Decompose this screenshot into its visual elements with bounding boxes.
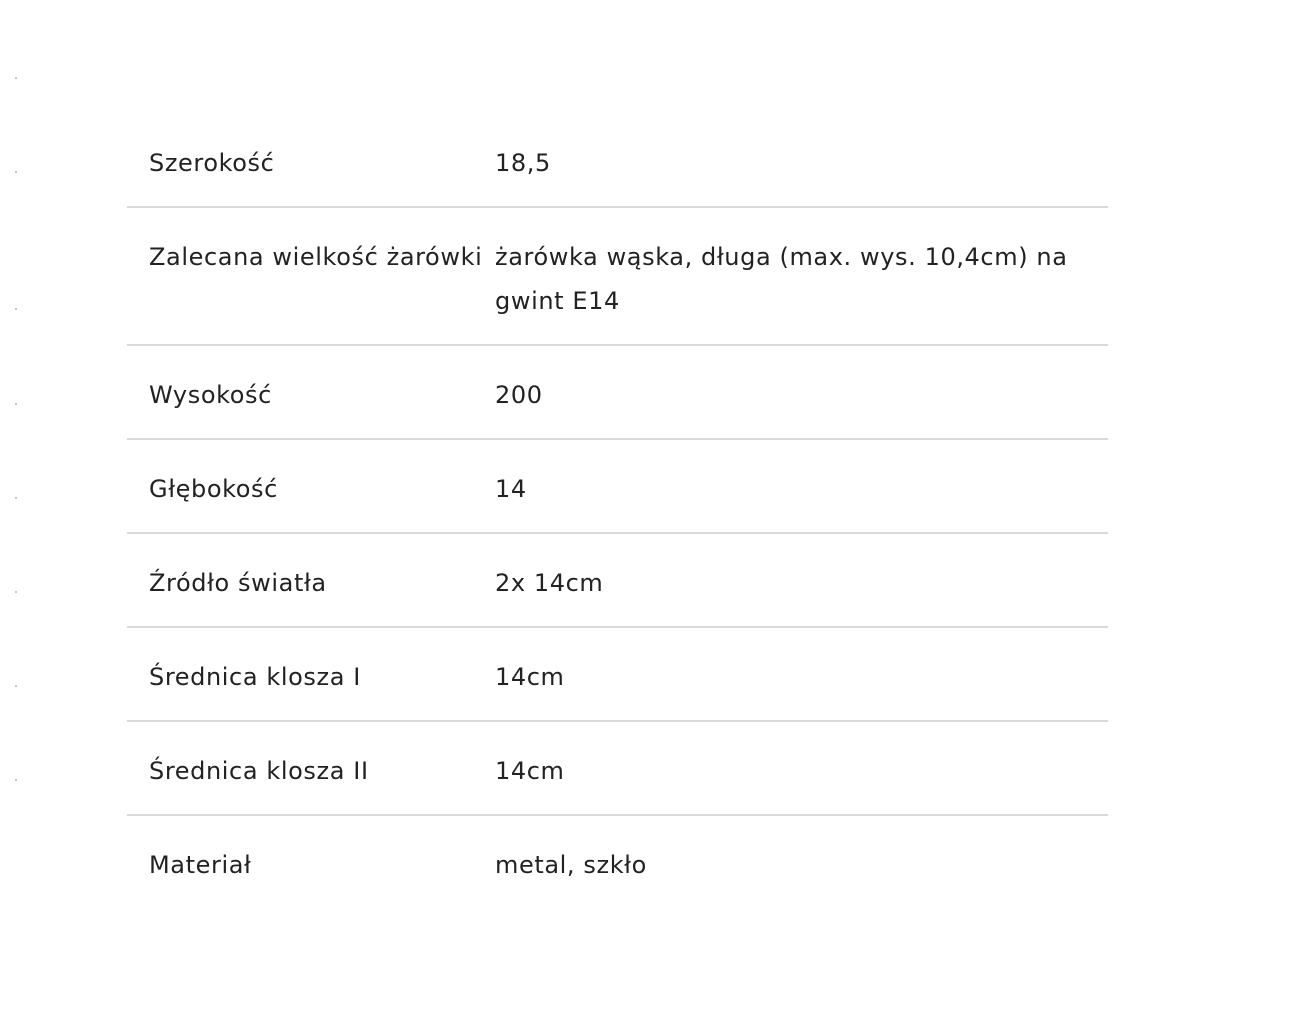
edge-dot	[15, 685, 17, 687]
spec-label: Szerokość	[149, 149, 275, 177]
spec-row-light-source	[127, 534, 1108, 628]
spec-label: Wysokość	[149, 381, 272, 409]
spec-label: Głębokość	[149, 475, 278, 503]
spec-row-material	[127, 816, 1108, 910]
edge-dot	[15, 403, 17, 405]
spec-value: 18,5	[495, 149, 551, 177]
spec-row-shade-diameter-2	[127, 722, 1108, 816]
spec-row-depth	[127, 440, 1108, 534]
spec-label: Materiał	[149, 851, 252, 879]
edge-dot	[15, 497, 17, 499]
edge-dot	[15, 308, 17, 310]
edge-dot	[15, 171, 17, 173]
spec-row-height	[127, 346, 1108, 440]
spec-value: 200	[495, 381, 543, 409]
spec-value: 14cm	[495, 757, 565, 785]
spec-value: metal, szkło	[495, 851, 647, 879]
spec-value: 14	[495, 475, 527, 503]
edge-dot	[15, 779, 17, 781]
spec-value: 2x 14cm	[495, 569, 604, 597]
spec-row-width	[127, 114, 1108, 208]
spec-label: Źródło światła	[149, 569, 327, 597]
spec-value: żarówka wąska, długa (max. wys. 10,4cm) na gwint E14	[495, 243, 1068, 315]
spec-label: Średnica klosza I	[149, 663, 361, 691]
spec-row-shade-diameter-1	[127, 628, 1108, 722]
spec-row-bulb-size	[127, 208, 1108, 346]
spec-label: Zalecana wielkość żarówki	[149, 243, 483, 271]
edge-dot	[15, 591, 17, 593]
edge-dot	[15, 77, 17, 79]
spec-table	[127, 114, 1108, 910]
spec-value: 14cm	[495, 663, 565, 691]
spec-label: Średnica klosza II	[149, 757, 369, 785]
